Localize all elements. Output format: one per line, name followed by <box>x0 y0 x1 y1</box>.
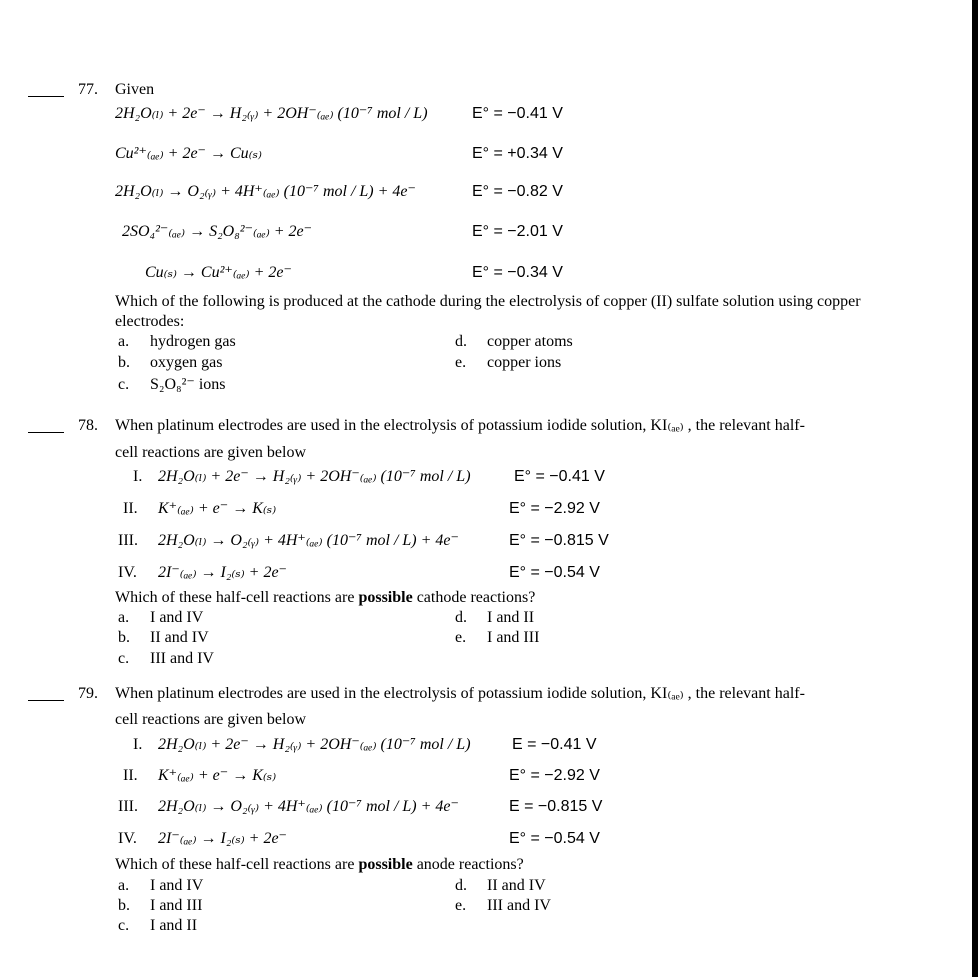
option-letter: e. <box>455 629 467 646</box>
reaction-equation: K⁺₍ₐₑ₎ + e⁻ → K₍ₛ₎ <box>158 767 277 784</box>
option-b[interactable] <box>118 628 209 648</box>
reaction-equation: Cu²⁺₍ₐₑ₎ + 2e⁻ → Cu₍ₛ₎ <box>115 145 262 162</box>
option-d[interactable] <box>455 876 546 896</box>
reaction-equation: 2SO₄²⁻₍ₐₑ₎ → S₂O₈²⁻₍ₐₑ₎ + 2e⁻ <box>122 223 313 240</box>
question-number: 79. <box>78 685 98 702</box>
option-letter: e. <box>455 897 467 914</box>
reaction-potential: E = −0.815 V <box>509 798 603 815</box>
question-stem: Which of the following is produced at the cathode during the electrolysis of copper (II) sulfate solution using copper electrodes: <box>115 293 861 330</box>
reaction-potential: E = −0.41 V <box>512 736 597 753</box>
roman-numeral: IV. <box>118 564 137 581</box>
option-a[interactable] <box>118 608 203 628</box>
option-text: oxygen gas <box>150 354 223 371</box>
roman-numeral: I. <box>133 736 143 753</box>
roman-numeral: I. <box>133 468 143 485</box>
option-d[interactable] <box>455 608 534 628</box>
option-b[interactable] <box>118 896 202 916</box>
option-e[interactable] <box>455 896 551 916</box>
reaction-equation: 2H₂O₍ₗ₎ + 2e⁻ → H₂₍ᵧ₎ + 2OH⁻₍ₐₑ₎ (10⁻⁷ mol / L) <box>158 468 471 485</box>
reaction-equation: 2I⁻₍ₐₑ₎ → I₂₍ₛ₎ + 2e⁻ <box>158 830 287 847</box>
option-text: III and IV <box>150 650 214 667</box>
option-c[interactable] <box>118 375 226 395</box>
option-d[interactable] <box>455 332 573 352</box>
reaction-potential: E° = −0.34 V <box>472 264 563 281</box>
reaction-equation: 2H₂O₍ₗ₎ + 2e⁻ → H₂₍ᵧ₎ + 2OH⁻₍ₐₑ₎ (10⁻⁷ mol / L) <box>158 736 471 753</box>
reaction-equation: 2H₂O₍ₗ₎ → O₂₍ᵧ₎ + 4H⁺₍ₐₑ₎ (10⁻⁷ mol / L) + 4e⁻ <box>115 183 416 200</box>
reaction-potential: E° = −0.41 V <box>472 105 563 122</box>
option-text: I and IV <box>150 609 204 626</box>
option-letter: a. <box>118 333 130 350</box>
option-a[interactable] <box>118 876 203 896</box>
option-text: I and II <box>487 609 535 626</box>
option-text: S₂O₈²⁻ ions <box>150 376 226 393</box>
reaction-equation: 2H₂O₍ₗ₎ → O₂₍ᵧ₎ + 4H⁺₍ₐₑ₎ (10⁻⁷ mol / L) + 4e⁻ <box>158 532 459 549</box>
option-text: copper ions <box>487 354 562 371</box>
option-e[interactable] <box>455 353 561 373</box>
option-text: II and IV <box>150 629 209 646</box>
reaction-potential: E° = −0.41 V <box>514 468 605 485</box>
question-number: 77. <box>78 81 98 98</box>
option-b[interactable] <box>118 353 222 373</box>
roman-numeral: II. <box>123 767 138 784</box>
option-e[interactable] <box>455 628 539 648</box>
reaction-potential: E° = −2.92 V <box>509 767 600 784</box>
question-prompt: Which of these half-cell reactions are possible cathode reactions? <box>115 589 536 606</box>
reaction-potential: E° = −2.01 V <box>472 223 563 240</box>
reaction-potential: E° = −0.815 V <box>509 532 609 549</box>
answer-blank-79[interactable] <box>28 700 64 701</box>
answer-blank-78[interactable] <box>28 432 64 433</box>
option-letter: b. <box>118 897 130 914</box>
option-c[interactable] <box>118 649 214 669</box>
option-text: copper atoms <box>487 333 573 350</box>
answer-blank-77[interactable] <box>28 96 64 97</box>
reaction-equation: 2H₂O₍ₗ₎ → O₂₍ᵧ₎ + 4H⁺₍ₐₑ₎ (10⁻⁷ mol / L) + 4e⁻ <box>158 798 459 815</box>
option-text: II and IV <box>487 877 546 894</box>
reaction-potential: E° = +0.34 V <box>472 145 563 162</box>
reaction-potential: E° = −0.54 V <box>509 830 600 847</box>
option-letter: c. <box>118 917 130 934</box>
option-letter: d. <box>455 609 467 626</box>
reaction-equation: K⁺₍ₐₑ₎ + e⁻ → K₍ₛ₎ <box>158 500 277 517</box>
stem-line-1: When platinum electrodes are used in the electrolysis of potassium iodide solution, KI₍ₐₑ₎ , the relevant half- <box>115 417 805 434</box>
option-text: hydrogen gas <box>150 333 236 350</box>
option-letter: d. <box>455 877 467 894</box>
option-letter: d. <box>455 333 467 350</box>
reaction-equation: 2I⁻₍ₐₑ₎ → I₂₍ₛ₎ + 2e⁻ <box>158 564 287 581</box>
reaction-equation: 2H₂O₍ₗ₎ + 2e⁻ → H₂₍ᵧ₎ + 2OH⁻₍ₐₑ₎ (10⁻⁷ mol / L) <box>115 105 428 122</box>
option-letter: b. <box>118 629 130 646</box>
stem-line-2: cell reactions are given below <box>115 444 307 461</box>
option-text: I and IV <box>150 877 204 894</box>
roman-numeral: III. <box>118 532 138 549</box>
option-letter: b. <box>118 354 130 371</box>
option-letter: e. <box>455 354 467 371</box>
reaction-potential: E° = −0.54 V <box>509 564 600 581</box>
stem-line-2: cell reactions are given below <box>115 711 307 728</box>
option-text: I and II <box>150 917 198 934</box>
option-text: I and III <box>487 629 540 646</box>
option-text: I and III <box>150 897 203 914</box>
reaction-equation: Cu₍ₛ₎ → Cu²⁺₍ₐₑ₎ + 2e⁻ <box>145 264 292 281</box>
option-letter: c. <box>118 376 130 393</box>
option-letter: a. <box>118 609 130 626</box>
option-a[interactable] <box>118 332 236 352</box>
question-prompt: Which of these half-cell reactions are possible anode reactions? <box>115 856 524 873</box>
option-c[interactable] <box>118 916 197 936</box>
roman-numeral: III. <box>118 798 138 815</box>
reaction-potential: E° = −0.82 V <box>472 183 563 200</box>
option-text: III and IV <box>487 897 551 914</box>
page-edge-border <box>972 0 978 977</box>
roman-numeral: IV. <box>118 830 137 847</box>
option-letter: a. <box>118 877 130 894</box>
question-number: 78. <box>78 417 98 434</box>
option-letter: c. <box>118 650 130 667</box>
given-label: Given <box>115 81 155 98</box>
stem-line-1: When platinum electrodes are used in the electrolysis of potassium iodide solution, KI₍ₐₑ₎ , the relevant half- <box>115 685 805 702</box>
roman-numeral: II. <box>123 500 138 517</box>
reaction-potential: E° = −2.92 V <box>509 500 600 517</box>
